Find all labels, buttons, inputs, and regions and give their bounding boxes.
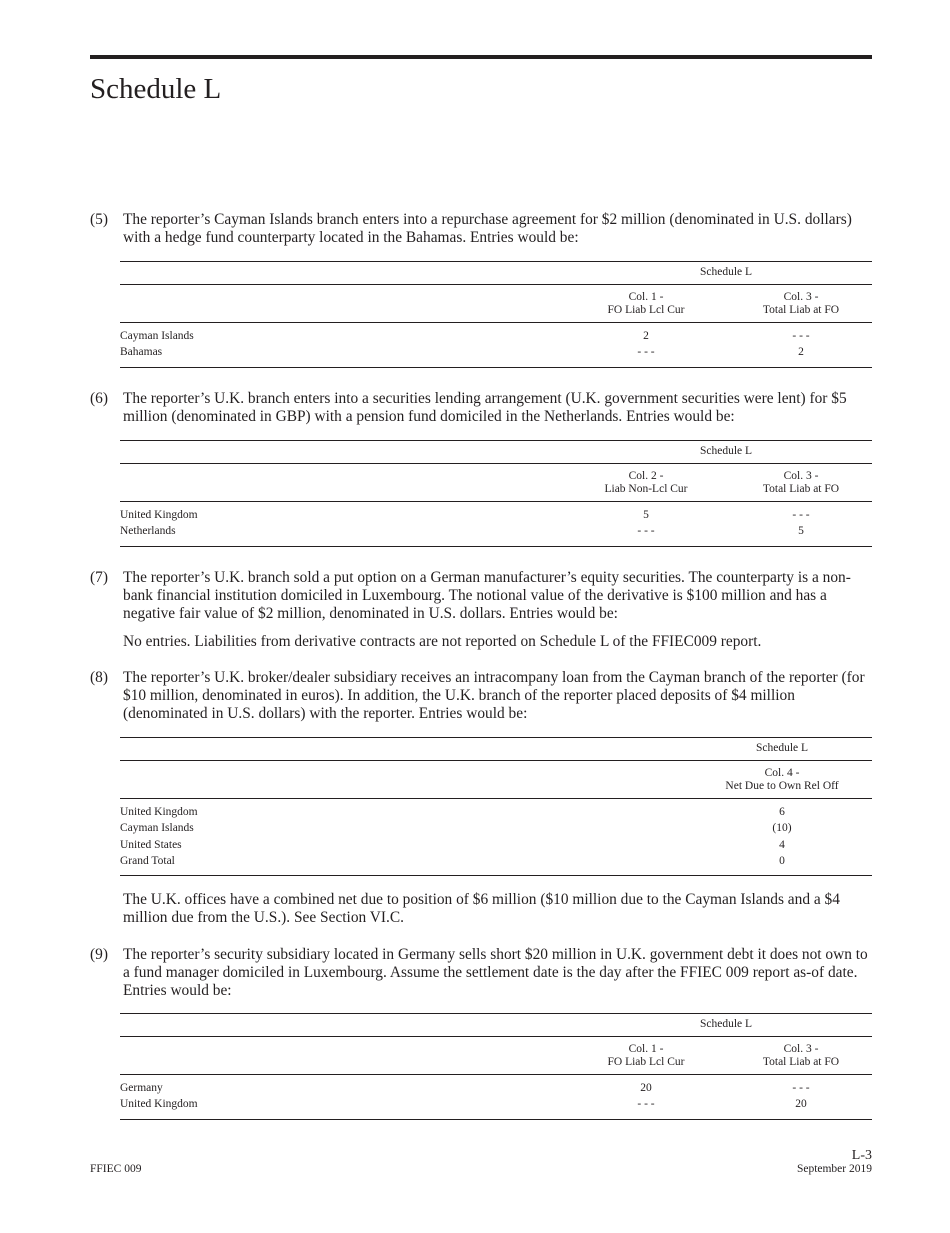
item-number: (8) [90,669,108,686]
column-header: Col. 1 - FO Liab Lcl Cur [607,1043,685,1068]
item-6 [90,390,872,426]
item-8-followup: The U.K. offices have a combined net due to position of $6 million ($10 million due to the Cayman Islands and a $4 million due from the U.S.). See Section VI.C. [123,891,840,926]
table-row: Cayman Islands (10) [120,822,792,835]
item-text: The reporter’s Cayman Islands branch enters into a repurchase agreement for $2 million (denominated in U.S. dollars) with a hedge fund counterparty located in the Bahamas. Entries would be: [123,211,852,246]
column-header: Col. 3 - Total Liab at FO [762,1043,840,1068]
item-number: (5) [90,211,108,228]
schedule-header: Schedule L [699,1018,753,1030]
item-text: The reporter’s U.K. broker/dealer subsidiary receives an intracompany loan from the Cayman branch of the reporter (for $10 million, denominated in euros). In addition, the U.K. branch of the reporter placed deposits of $4 million (denominated in U.S. dollars) with the reporter. Entries would be: [123,669,865,722]
schedule-header: Schedule L [699,266,753,278]
item-number: (7) [90,569,108,586]
item-text: The reporter’s U.K. branch sold a put option on a German manufacturer’s equity securities. The counterparty is a non-bank financial institution domiciled in Luxembourg. The notional value of the derivative is $100 million and has a negative fair value of $2 million, denominated in U.S. dollars. Entries would be: [123,569,851,622]
table-item-5 [120,261,872,368]
table-row: United Kingdom 6 [120,806,785,818]
item-text: The reporter’s security subsidiary located in Germany sells short $20 million in U.K. government debt it does not own to a fund manager domiciled in Luxembourg. Assume the settlement date is the day after the FFIEC 009 report as-of date. Entries would be: [123,946,868,999]
table-row: Cayman Islands 2 - - - [120,330,810,342]
table-row: United Kingdom 5 - - - [120,509,810,521]
item-9 [90,946,872,1000]
table-row: United Kingdom - - - 20 [120,1098,807,1111]
column-header: Col. 3 - Total Liab at FO [762,470,840,495]
table-item-8 [120,737,872,876]
item-number: (9) [90,946,108,963]
top-rule [90,55,872,59]
item-note: No entries. Liabilities from derivative contracts are not reported on Schedule L of the FFIEC009 report. [123,633,762,650]
column-header: Col. 3 - Total Liab at FO [762,291,840,316]
table-row: Bahamas - - - 2 [120,346,804,359]
item-7 [90,569,872,651]
table-item-9 [120,1013,872,1120]
footer-page-number: L-3 [851,1148,872,1163]
table-item-6 [120,440,872,547]
page-title: Schedule L [90,73,222,105]
table-row: Germany 20 - - - [120,1082,810,1094]
table-row: Netherlands - - - 5 [120,525,804,538]
table-row: United States 4 [120,838,785,851]
footer-date: September 2019 [796,1163,872,1175]
item-text: The reporter’s U.K. branch enters into a securities lending arrangement (U.K. government securities were lent) for $5 million (denominated in GBP) with a pension fund domiciled in the Netherlands. Entries would be: [123,390,847,425]
schedule-header: Schedule L [755,742,809,754]
footer-form-name: FFIEC 009 [90,1163,142,1175]
item-8 [90,669,872,723]
table-row: Grand Total 0 [120,854,785,867]
item-5 [90,211,872,247]
column-header: Col. 1 - FO Liab Lcl Cur [607,291,685,316]
schedule-header: Schedule L [699,445,753,457]
item-number: (6) [90,390,108,407]
column-header: Col. 2 - Liab Non-Lcl Cur [604,470,688,495]
column-header: Col. 4 - Net Due to Own Rel Off [725,767,839,792]
